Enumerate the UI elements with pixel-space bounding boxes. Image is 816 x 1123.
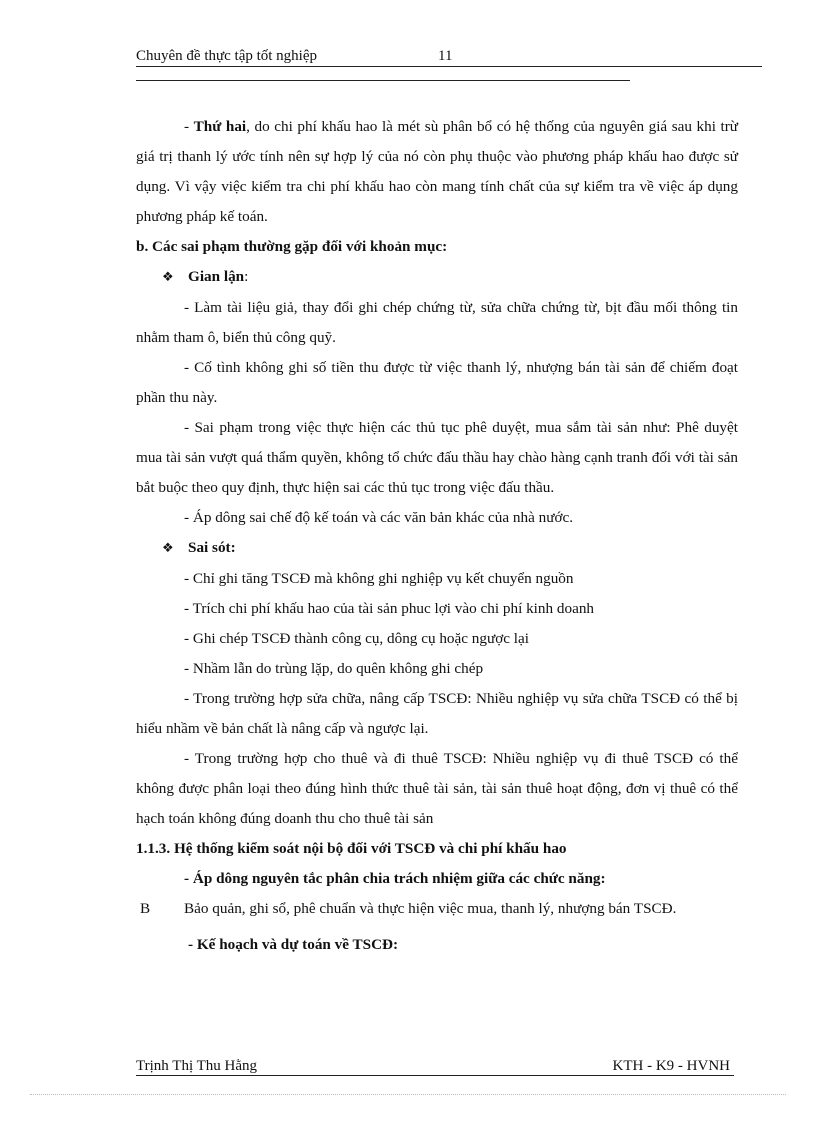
bullet-fraud: ❖ Gian lận: [136, 262, 738, 293]
heading-internal-control: 1.1.3. Hệ thống kiểm soát nội bộ đối với TSCĐ và chi phí khấu hao [136, 840, 567, 857]
bullet-errors [136, 533, 738, 564]
page-bottom-dotted-border [30, 1094, 786, 1095]
footer-rule [136, 1075, 734, 1076]
header-rule-secondary [136, 80, 630, 81]
plan-heading: - Kế hoạch và dự toán về TSCĐ: [188, 936, 399, 953]
second-point-label: Thứ hai [193, 118, 247, 135]
header-rule [136, 66, 762, 67]
diamond-star-bullet-icon: ❖ [162, 541, 174, 556]
page-footer [136, 1058, 734, 1078]
fraud-item-4: - Áp dông sai chế độ kế toán và các văn bản khác của nhà nước. [184, 509, 574, 526]
errors-title: Sai sót: [188, 539, 236, 556]
fraud-item-1: - Làm tài liệu giả, thay đổi ghi chép chứng từ, sửa chữa chứng từ, bịt đầu mối thông tin nhằm tham ô, biển thủ công quỹ. [136, 299, 738, 346]
error-item-3: - Ghi chép TSCĐ thành công cụ, dông cụ hoặc ngược lại [184, 630, 529, 647]
error-item-5: - Trong trường hợp sửa chữa, nâng cấp TSCĐ: Nhiều nghiệp vụ sửa chữa TSCĐ có thể bị hiểu nhầm về bản chất là nâng cấp và ngược lại. [136, 690, 738, 737]
error-item-1: - Chỉ ghi tăng TSCĐ mà không ghi nghiệp vụ kết chuyển nguồn [184, 570, 574, 587]
page-header [136, 48, 762, 68]
paragraph-second-point: - Thứ hai, do chi phí khấu hao là mét sù phân bổ có hệ thống của nguyên giá sau khi trừ giá trị thanh lý ước tính nên sự hợp lý của nó còn phụ thuộc vào phương pháp khấu hao được sử dụng. Vì vậy việc kiểm tra chi phí khấu hao còn mang tính chất của sự kiểm tra về việc áp dụng phương pháp kế toán. [136, 118, 739, 225]
document-body [136, 112, 738, 960]
header-page-number: 11 [438, 48, 453, 64]
error-item-4: - Nhầm lẫn do trùng lặp, do quên không ghi chép [184, 660, 484, 677]
fraud-title: Gian lận [188, 268, 245, 285]
header-title: Chuyên đề thực tập tốt nghiệp [136, 48, 318, 64]
heading-common-errors: b. Các sai phạm thường gặp đối với khoản mục: [136, 238, 448, 255]
footer-course-code: KTH - K9 - HVNH [612, 1058, 730, 1074]
segregation-item: B Bảo quản, ghi sổ, phê chuẩn và thực hiện việc mua, thanh lý, nhượng bán TSCĐ. [136, 894, 738, 924]
error-item-2: - Trích chi phí khấu hao của tài sản phuc lợi vào chi phí kinh doanh [184, 600, 595, 617]
item-marker: B [140, 900, 151, 917]
diamond-star-bullet-icon: ❖ [162, 270, 174, 285]
fraud-item-2: - Cố tình không ghi số tiền thu được từ việc thanh lý, nhượng bán tài sản để chiếm đoạt phần thu này. [136, 359, 738, 406]
footer-author: Trịnh Thị Thu Hằng [136, 1058, 257, 1074]
principle-segregation: - Áp dông nguyên tắc phân chia trách nhiệm giữa các chức năng: [184, 870, 606, 887]
error-item-6: - Trong trường hợp cho thuê và đi thuê TSCĐ: Nhiều nghiệp vụ đi thuê TSCĐ có thể không được phân loại theo đúng hình thức thuê tài sản, tài sản thuê hoạt động, đơn vị thuê có thể hạch toán không đúng doanh thu cho thuê tài sản [136, 750, 738, 827]
fraud-item-3: - Sai phạm trong việc thực hiện các thủ tục phê duyệt, mua sắm tài sản như: Phê duyệt mua tài sản vượt quá thẩm quyền, không tổ chức đấu thầu hay chào hàng cạnh tranh đối với tài sản bắt buộc theo quy định, thực hiện sai các thủ tục trong việc đấu thầu. [136, 419, 738, 496]
